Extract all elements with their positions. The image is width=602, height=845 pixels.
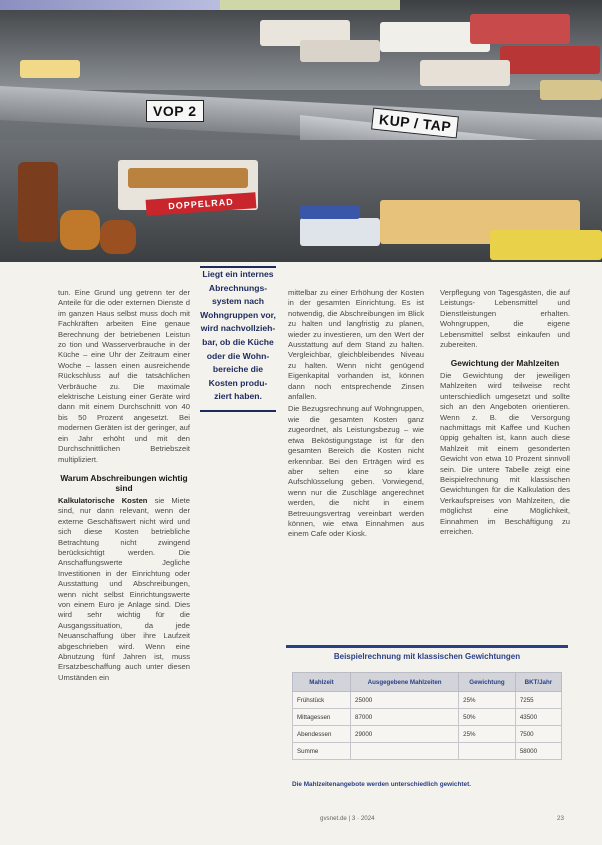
- photo-accent-bar: [0, 0, 220, 10]
- text-column-4: [440, 288, 570, 537]
- bread-rolls: [128, 168, 248, 188]
- text-column-3: [288, 288, 424, 540]
- shelf-label-vop: VOP 2: [146, 100, 204, 122]
- food-package: [470, 14, 570, 44]
- table-cell: Frühstück: [293, 692, 351, 709]
- shelf-label-kup: KUP / TAP: [371, 108, 459, 139]
- table-header: Mahlzeit: [293, 673, 351, 692]
- photo-accent-bar-2: [220, 0, 400, 10]
- cheese-block: [20, 60, 80, 78]
- footer-source: gvsnet.de | 3 · 2024: [320, 815, 375, 822]
- table-cell: 87000: [351, 709, 459, 726]
- table-header: BKT/Jahr: [515, 673, 561, 692]
- food-package: [500, 46, 600, 74]
- lead-term: Kalkulatorische Kosten: [58, 495, 148, 505]
- body-paragraph: [58, 496, 190, 683]
- section-heading-abschreibungen: Warum Abschreibungen wichtig sind: [60, 472, 188, 494]
- food-package: [300, 218, 380, 246]
- table-cell: 25000: [351, 692, 459, 709]
- jar: [100, 220, 136, 254]
- food-package: [490, 230, 602, 260]
- table-total-row: [293, 743, 562, 760]
- table-row: [293, 726, 562, 743]
- example-calculation-box: [286, 645, 568, 773]
- kitchen-storage-photo: [0, 0, 602, 262]
- table-header-row: [293, 673, 562, 692]
- food-package: [300, 205, 360, 219]
- table-cell: [351, 743, 459, 760]
- section-heading-gewichtung: Gewichtung der Mahlzeiten: [450, 358, 560, 369]
- food-package: [420, 60, 510, 86]
- table-header: Gewichtung: [459, 673, 516, 692]
- table-header: Ausgegebene Mahlzeiten: [351, 673, 459, 692]
- jar: [60, 210, 100, 250]
- jar: [18, 162, 58, 242]
- table-cell: 29000: [351, 726, 459, 743]
- body-paragraph: Die Bezugsrechnung auf Wohngruppen, wie die gesamten Kosten ganz zugeordnet, als Leistungsbezug – wie etwa Beköstigungstage ist für den gesamten Bereich die Kosten nicht erkennbar. Bei den Erträgen wird es aber selten eine so klare Aufschlüsselung geben. Vorwiegend, wenn nur die Zuschläge angerechnet werden, die nicht in einem Betreuungsvertrag vereinbart werden können, wie etwa Einnahmen aus einem Cafe oder Kiosk.: [288, 404, 424, 539]
- table-cell-total-value: 58000: [515, 743, 561, 760]
- table-caption: Die Mahlzeitenangebote werden unterschiedlich gewichtet.: [292, 781, 471, 788]
- crate-label: DOPPELRAD: [146, 192, 257, 216]
- table-title: Beispielrechnung mit klassischen Gewichtungen: [333, 652, 521, 661]
- table-row: [293, 692, 562, 709]
- table-cell-total-label: Summe: [293, 743, 351, 760]
- text-column-1: [58, 288, 190, 683]
- pull-quote: Liegt ein internes Abrechnungs-system nach Wohngruppen vor, wird nachvollzieh-bar, ob die Küche oder die Wohn-bereiche die Kosten produ-ziert haben.: [200, 268, 276, 412]
- body-text: sie Miete sind, nur dann relevant, wenn der externe Geschäftswert nicht wird und sich diese Kosten betriebliche Betrachtung nicht zwingend berücksichtigt werden. Die Anschaffungswerte Jegliche Investitionen in der Einrichtung oder Ausstattung und Abschreibungen, wenn nicht selbst Einrichtungswerte von einem Euro je Anlage sind. Dies wird sehr wichtig für die Ausgangssituation, da jede Neuanschaffung über ihre Laufzeit abgeschrieben wird. Wenn eine Abnutzung fünf Jahren ist, muss Ersatzbeschaffung auch unter diesen Umständen ein: [58, 495, 190, 682]
- page-number: 23: [557, 815, 564, 822]
- table-cell: [459, 743, 516, 760]
- food-package: [300, 40, 380, 62]
- body-paragraph: Verpflegung von Tagesgästen, die auf Leistungs- Lebensmittel und Dienstleistungen erhalten. Wohngruppen, die eigene Lebensmittel selbst einkaufen und zubereiten.: [440, 288, 570, 350]
- calculation-table: [292, 672, 562, 760]
- table-cell: 43500: [515, 709, 561, 726]
- body-paragraph: mittelbar zu einer Erhöhung der Kosten in der gesamten Einrichtung. Es ist notwendig, die Abschreibungen im Blick zu halten und langfristig zu planen, wieder zu investieren, um den Wert der Ausstattung auf dem Stand zu halten. Vergleichbar, gleichbleibendes Niveau zu halten. Wenn nicht genügend Eigenkapital vorhanden ist, können dann noch entsprechende Zinsen anfallen.: [288, 288, 424, 402]
- table-cell: 7255: [515, 692, 561, 709]
- table-row: [293, 709, 562, 726]
- body-paragraph: Die Gewichtung der jeweiligen Mahlzeiten wird teilweise recht unterschiedlich umgesetzt und sollte sich an den Angeboten orientieren. Wenn z. B. die Versorgung nachmittags mit Kaffee und Kuchen üppig gehalten ist, kann auch diese Mahlzeit mit einem gesonderten Gewicht von etwa 10 Prozent sinnvoll sein. Die untere Tabelle zeigt eine Beispielrechnung mit klassischen Gewichtungen für die Kalkulation des Verkaufspreises von Mahlzeiten, die möglichst eine Möglichkeit, Einnahmen im Beschäftigung zu erreichen.: [440, 370, 570, 537]
- table-cell: 25%: [459, 726, 516, 743]
- body-paragraph: tun. Eine Grund ung getrenn ter der Anteile für die oder externen Dienste d im ganzen Haus selbst muss doch mit Fachkräften arbeiten Eine genaue Berechnung der betriebenen Leistun zo tion und Wasserverbrauche in der Küche – eine Uhr der Zeitraum einer Woche – lassen einen ausreichende Rückschluss auf die tatsächlichen Verbräuche zu. Die maximale elektrische Leistung einer Geräte wird dann mit einem Durchschnitt von 40 bis 50 Prozent angesetzt. Bei modernen Geräten ist der geringer, auf ein Jahr erhöht und mit den Durchschnittlichen Betriebszeit multipliziert.: [58, 288, 190, 464]
- table-cell: Abendessen: [293, 726, 351, 743]
- table-cell: 7500: [515, 726, 561, 743]
- food-package: [540, 80, 602, 100]
- table-cell: 25%: [459, 692, 516, 709]
- table-cell: 50%: [459, 709, 516, 726]
- table-cell: Mittagessen: [293, 709, 351, 726]
